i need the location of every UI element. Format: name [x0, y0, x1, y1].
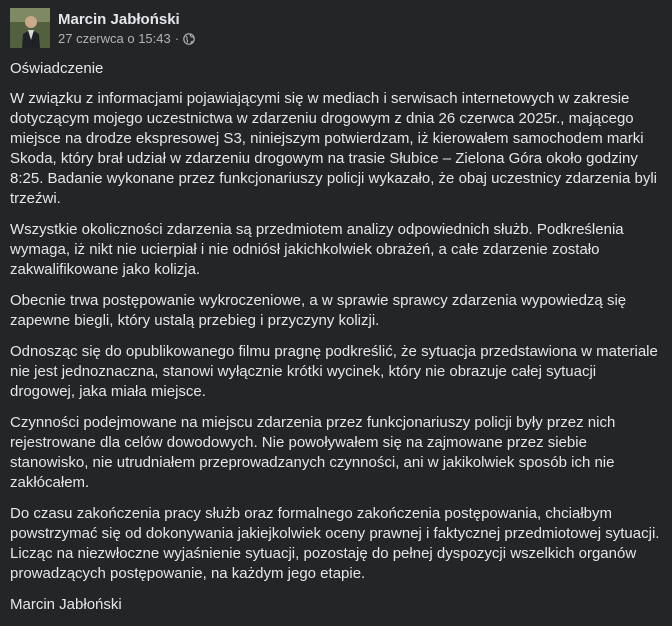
separator-dot: ·: [174, 30, 180, 46]
post-title: Oświadczenie: [10, 60, 104, 77]
globe-icon[interactable]: [183, 32, 195, 44]
avatar[interactable]: [10, 8, 50, 48]
paragraph: Obecnie trwa postępowanie wykroczeniowe, a w sprawie sprawcy zdarzenia wypowiedzą się zapewne biegli, który ustalą przebieg i przyczyny kolizji.: [10, 292, 627, 329]
paragraph: W związku z informacjami pojawiającymi się w mediach i serwisach internetowych w zakresie dotyczącym mojego uczestnictwa w zdarzeniu drogowym z dnia 26 czerwca 2025r., mającego miejsce na drodze ekspresowej S3, niniejszym potwierdzam, iż kierowałem samochodem marki Skoda, który brał udział w zdarzeniu drogowym na trasie Słubice – Zielona Góra około godziny 8:25. Badanie wykonane przez funkcjonariuszy policji wykazało, że obaj uczestnicy zdarzenia byli trzeźwi.: [10, 90, 658, 207]
paragraph: Wszystkie okoliczności zdarzenia są przedmiotem analizy odpowiednich służb. Podkreślenia wymaga, iż nikt nie ucierpiał i nie odniósł jakichkolwiek obrażeń, a całe zdarzenie zostało zakwalifikowane jako kolizja.: [10, 221, 624, 278]
post-body: [10, 59, 662, 626]
signature: Marcin Jabłoński: [10, 596, 122, 613]
paragraph: Czynności podejmowane na miejscu zdarzenia przez funkcjonariuszy policji były przez nich rejestrowane dla celów dowodowych. Nie powoływałem się na zajmowane przez siebie stanowisko, nie utrudniałem przeprowadzanych czynności, ani w jakikolwiek sposób ich nie zakłócałem.: [10, 414, 616, 491]
post-header: [10, 8, 195, 48]
post-subline: [58, 30, 195, 47]
post-timestamp[interactable]: 27 czerwca o 15:43: [58, 30, 171, 46]
author-name[interactable]: Marcin Jabłoński: [58, 10, 180, 28]
paragraph: Odnosząc się do opublikowanego filmu pragnę podkreślić, że sytuacja przedstawiona w materiale nie jest jednoznaczna, stanowi wyłącznie krótki wycinek, który nie obrazuje całej sytuacji drogowej, jaka miała miejsce.: [10, 343, 658, 400]
paragraph: Do czasu zakończenia pracy służb oraz formalnego zakończenia postępowania, chciałbym powstrzymać się od dokonywania jakiejkolwiek oceny prawnej i faktycznej przedmiotowej sytuacji. Licząc na niezwłoczne wyjaśnienie sytuacji, pozostaję do pełnej dyspozycji wszelkich organów prowadzących postępowanie, na każdym jego etapie.: [10, 505, 660, 582]
post-meta: [58, 10, 195, 47]
avatar-photo-icon: [10, 8, 50, 48]
